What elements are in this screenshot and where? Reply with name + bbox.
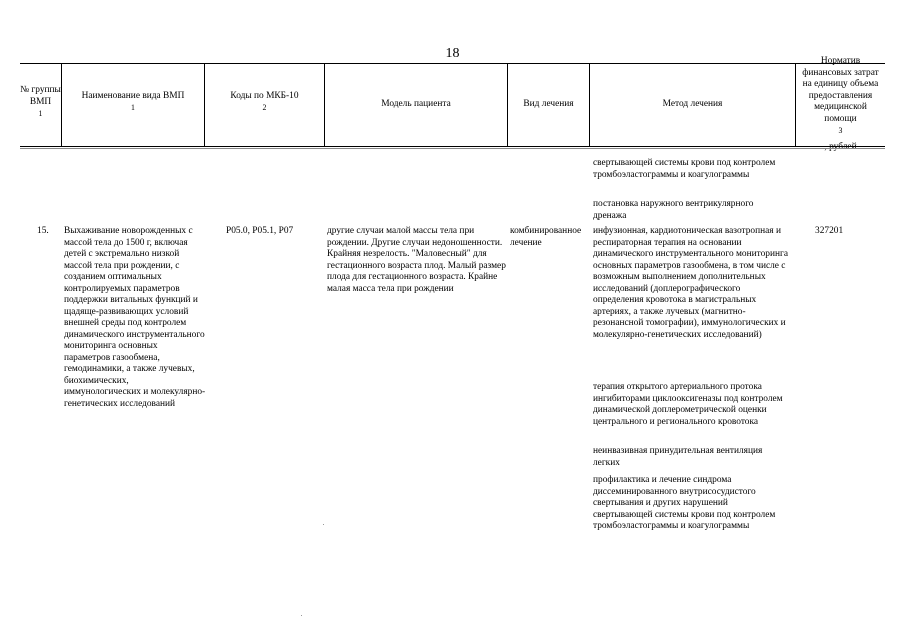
row-icd-codes: P05.0, P05.1, P07 (226, 226, 294, 236)
header-vmp-name (61, 64, 204, 146)
page-number: 18 (445, 46, 460, 61)
header-treatment-type-label: Вид лечения (523, 99, 574, 110)
header-financing-norm-label: Норматив финансовых затрат на единицу объема предоставления медицинской помощи (802, 56, 879, 124)
row-treatment-type: комбинированное лечение (510, 226, 582, 248)
header-treatment-method-label: Метод лечения (662, 99, 723, 110)
header-group-no-label: № группы ВМП (20, 85, 61, 107)
continued-method-2: постановка наружного вентрикулярного дренажа (593, 199, 754, 221)
header-treatment-type (507, 64, 589, 146)
header-group-no (20, 64, 61, 146)
footnote-mark: 3 (838, 126, 843, 136)
continuation-divider (20, 148, 885, 149)
scan-speck (301, 615, 302, 616)
footnote-mark: 1 (38, 109, 43, 119)
header-vmp-name-label: Наименование вида ВМП (81, 90, 185, 101)
row-patient-model: другие случаи малой массы тела при рождении. Другие случаи недоношенности. Крайняя незрелость. "Маловесный" для гестационного возраста плод. Малый размер плода для гестационного возраста. Крайне малая масса тела при рождении (327, 226, 506, 294)
table-header (20, 56, 885, 153)
row-group-no: 15. (37, 226, 49, 236)
header-treatment-method (589, 64, 795, 146)
header-icd-codes-label: Коды по МКБ-10 (230, 90, 299, 101)
footnote-mark: 1 (131, 103, 135, 113)
scan-speck (323, 524, 324, 525)
row-method-3: неинвазивная принудительная вентиляция легких (593, 446, 763, 468)
header-patient-model (324, 64, 507, 146)
header-icd-codes (204, 64, 324, 146)
header-financing-norm (795, 56, 885, 153)
row-cost: 327201 (815, 226, 844, 236)
row-method-4: профилактика и лечение синдрома диссеминированного внутрисосудистого свертывания и других нарушений свертывающей системы крови под контролем тромбоэластограммы и коагулограммы (593, 475, 776, 531)
footnote-mark: 2 (262, 103, 267, 113)
header-financing-norm-unit: , рублей (824, 142, 857, 153)
header-patient-model-label: Модель пациента (381, 99, 451, 110)
row-method-1: инфузионная, кардиотоническая вазотропная и респираторная терапия на основании динамического инструментального мониторинга основных параметров газообмена, в том числе с возможным выполнением дополнительных исследований (доплерографического определения кровотока в магистральных артериях, а также лучевых (магнитно-резонансной томографии), иммунологических и молекулярно-генетических исследований) (593, 226, 789, 340)
row-vmp-name: Выхаживание новорожденных с массой тела до 1500 г, включая детей с экстремально низкой массой тела при рождении, с созданием оптимальных контролируемых параметров поддержки витальных функций и щадяще-развивающих условий внешней среды под контролем динамического инструментального мониторинга основных параметров газообмена, гемодинамики, а также лучевых, биохимических, иммунологических и молекулярно-генетических исследований (64, 226, 206, 409)
row-method-2: терапия открытого артериального протока ингибиторами циклооксигеназы под контролем динамической доплерометрической оценки центрального и регионального кровотока (593, 382, 783, 427)
continued-method-1: свертывающей системы крови под контролем тромбоэластограммы и коагулограммы (593, 158, 776, 180)
